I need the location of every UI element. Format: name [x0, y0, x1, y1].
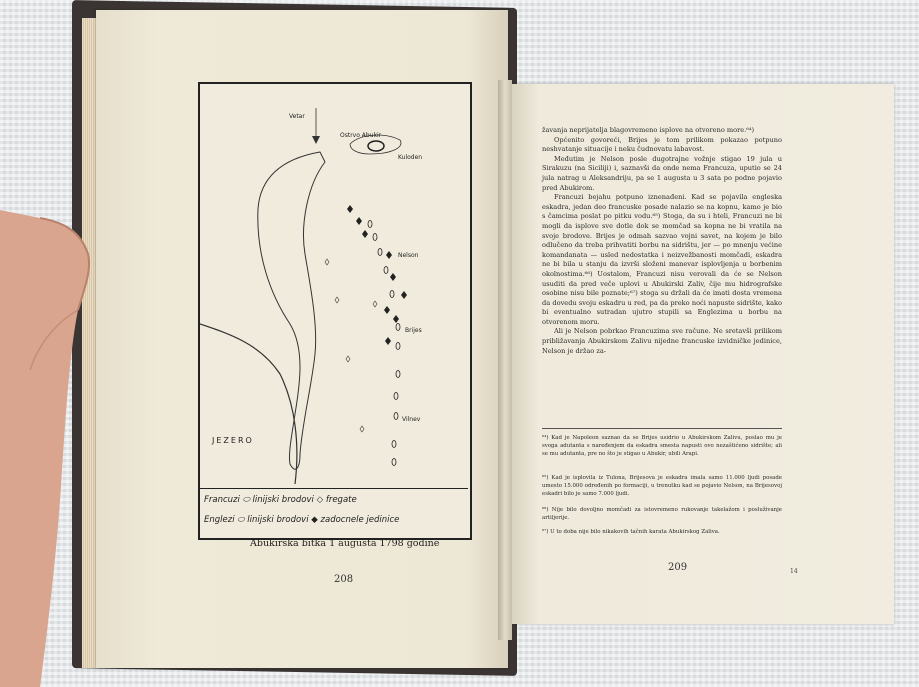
black-ship-icon: ◆ [311, 515, 321, 525]
map-label-nelson: Nelson [398, 252, 419, 259]
map-label-bries: Brijes [405, 327, 422, 334]
signature-mark: 14 [790, 568, 798, 575]
legend-linijski-2: linijski brodovi [247, 515, 309, 525]
legend-row-francuzi [204, 495, 357, 505]
paragraph: žavanja neprijatelja blagovremeno isplove na otvoreno more.⁶⁴) [542, 126, 755, 134]
right-page-number: 209 [668, 562, 688, 573]
map-drawing [200, 84, 470, 490]
frigate-marker-icon: ⬭ [242, 495, 253, 505]
map-label-kuloden: Kuloden [398, 154, 423, 161]
legend-engezi: Englezi [204, 515, 235, 525]
legend-zadocnele: zadocnele jedinice [320, 515, 400, 525]
book-spine [498, 80, 512, 640]
map-legend [198, 488, 468, 537]
map-label-vilnev: Vilnev [402, 416, 421, 423]
hollow-ship-icon: ◇ [316, 495, 326, 505]
battle-map [198, 82, 472, 540]
paragraph: Međutim je Nelson posle dugotrajne vožnje stigao 19 jula u Sirakuzu (na Siciliji) i, saznavši da onde nema Francuza, uputio se 24 jula natrag u Aleksandriju, pa se 1 augusta u 3 sata po podne pojavio pred Abukirom. [542, 154, 782, 192]
legend-francuzi: Francuzi [204, 495, 240, 505]
legend-linijski-1: linijski brodovi [252, 495, 314, 505]
map-caption: Abukirska bitka 1 augusta 1798 godine [250, 538, 440, 549]
filled-ship-icon: ⬭ [237, 515, 248, 525]
left-page-number: 208 [334, 574, 354, 585]
map-label-ostrvo: Ostrvo Abukir [340, 132, 382, 139]
body-text [542, 126, 782, 356]
footnote: ⁶⁷) U to doba nije bilo nikakovih tačnih karata Abukirskog Zaliva. [542, 529, 720, 535]
footnote-divider [542, 428, 782, 429]
footnote: ⁶⁵) Kad je isplovila iz Tulona, Brijesova je eskadra imala samo 11.000 ljudi posade umesto 15.000 određenih po formaciji, u trenutku kad se pojavio Nelson, na Brijesovoj eskadri bilo je samo 7.000 ljudi. [542, 475, 782, 497]
map-label-jezero: JEZERO [212, 436, 254, 445]
legend-fregate: fregate [325, 495, 357, 505]
hand [0, 210, 110, 687]
paragraph: Općenito govoreći, Brijes je tom prilikom pokazao potpuno neshvatanje situacije i neku čudnovatu labavost. [542, 135, 782, 154]
map-label-vetar: Vetar [289, 113, 305, 120]
footnote: ⁶⁴) Kad je Napoleon saznao da se Brijes usidrio u Abukirskom Zalivu, poslao mu je svoga adutanta s naređenjem da eskadra smesta napusti ovo nezaštićeno sidrište; ali se mu adutanta, pre no što je stigao u Abukir, ubili Arapi. [542, 435, 782, 457]
paragraph: Ali je Nelson pobrkao Francuzima sve račune. Ne sretavši prilikom približavanja Abukirskom Zalivu nijedne francuske izvidničke jedinice, Nelson je držao za- [542, 327, 782, 355]
legend-row-engezi [204, 515, 399, 525]
paragraph: Francuzi bejahu potpuno iznenađeni. Kad se pojavila engleska eskadra, jedan deo francuske posade nalazio se na kopnu, kamo je bio s čamcima poslat po pitku vodu.⁶⁵) Stoga, da su i hteli, Francuzi ne bi mogli da isplove sve dotle dok se momčad sa kopna ne bi vratila na svoje brodove. Brijes je odmah sazvao vojni savet, na kojem je bilo odlučeno da treba prihvatiti borbu na sidrištu, jer — po mnenju većine komandanata — usled nedostatka i neizvežbanosti momčadi, eskadra ne bi bila u stanju da izvrši složeni manevar isplovljenja u borbenim okolnostima.⁶⁶) Uostalom, Francuzi nisu verovali da će se Nelson usuditi da pred veče uplovi u Abukirski Zaliv, čije mu hidrografske osobine nisu bile poznate;⁶⁷) stoga su držali da će imati dosta vremena da dovedu svoju eskadru u red, pa da preko noći napuste sidrište, kako bi eventualno sutradan ujutro stupili sa Englezima u borbu na otvorenom moru. [542, 193, 782, 326]
footnote: ⁶⁶) Nije bilo dovoljno momčadi za istovremeno rukovanje takelažom i posluživanje artiljerije. [542, 507, 782, 521]
